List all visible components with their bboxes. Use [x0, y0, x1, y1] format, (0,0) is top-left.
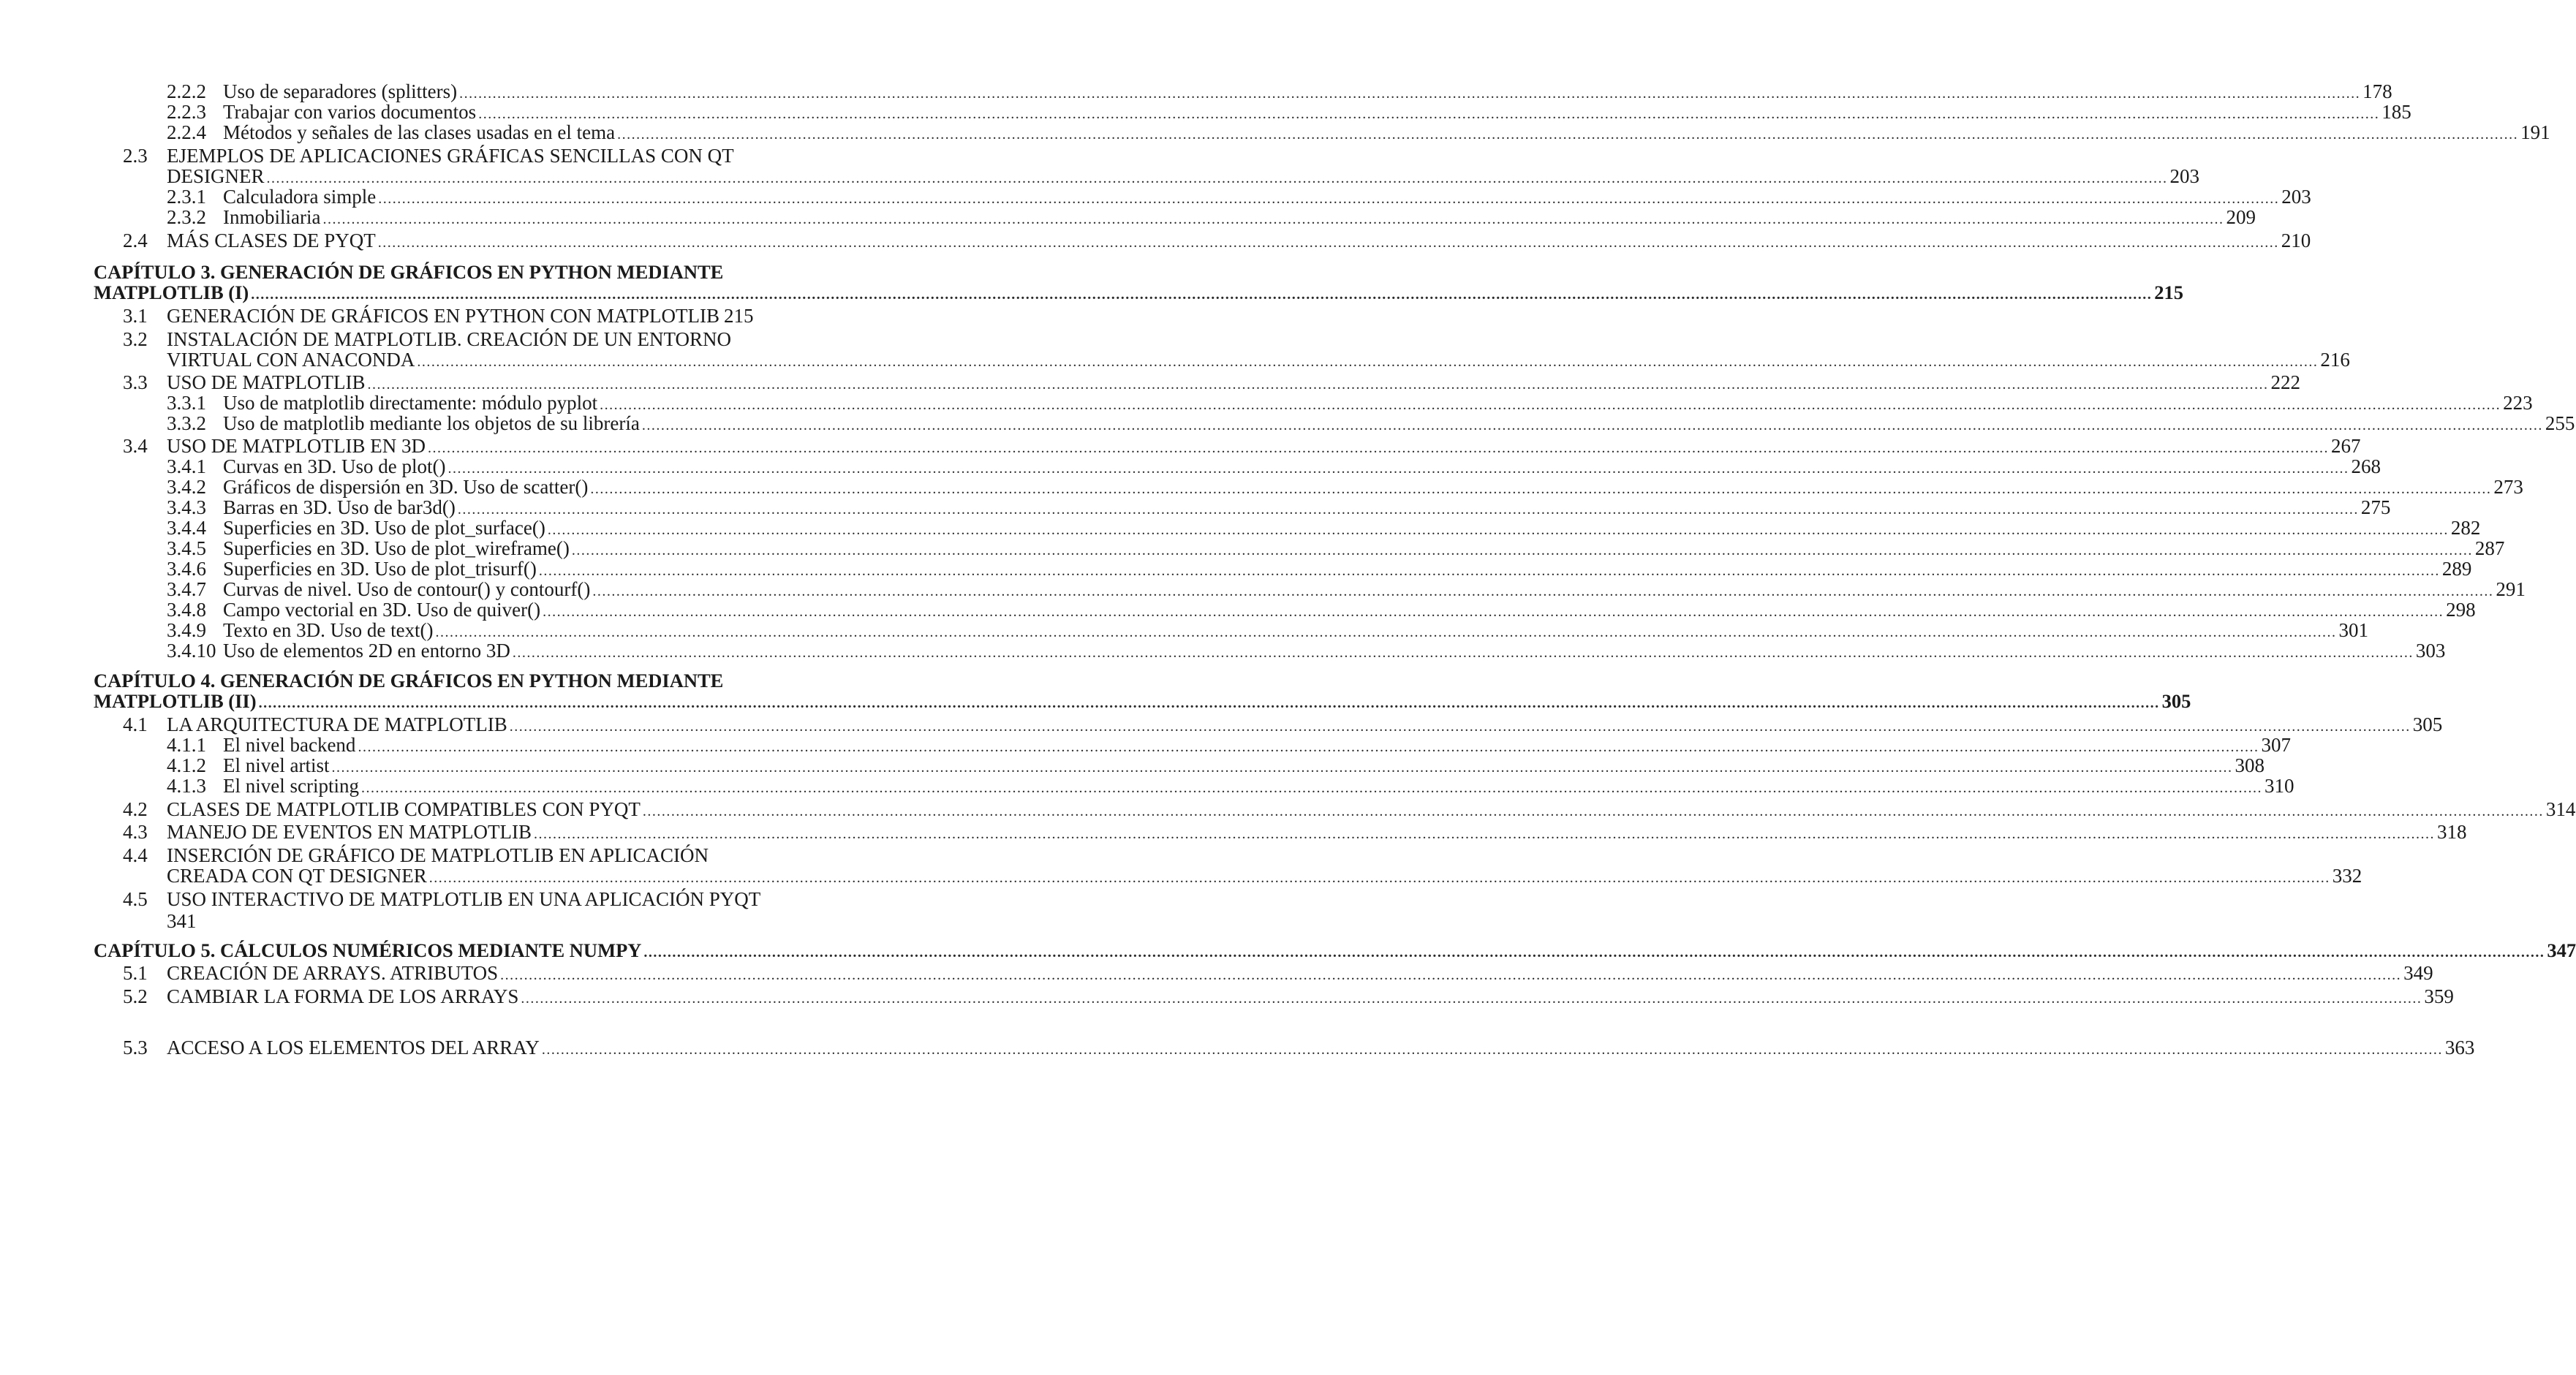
- toc-entry-number: 2.3.1: [167, 186, 206, 208]
- toc-entry-number: 3.3: [123, 371, 148, 393]
- dot-leader: ................................................................................................................................................................................................................................................................................................................................................................................................................: [459, 86, 2361, 102]
- dot-leader: ................................................................................................................................................................................................................................................................................................................................................................................................................: [534, 826, 2435, 842]
- toc-entry-title: ACCESO A LOS ELEMENTOS DEL ARRAY: [167, 1037, 540, 1058]
- toc-entry-title: USO INTERACTIVO DE MATPLOTLIB EN UNA APLICACIÓN PYQT: [167, 888, 761, 910]
- toc-entry-page-number: 268: [2351, 455, 2381, 477]
- toc-entry-line: [167, 1035, 2475, 1060]
- dot-leader: ................................................................................................................................................................................................................................................................................................................................................................................................................: [543, 604, 2444, 620]
- toc-entry-title: USO DE MATPLOTLIB EN 3D: [167, 435, 426, 457]
- dot-leader: ................................................................................................................................................................................................................................................................................................................................................................................................................: [428, 870, 2330, 886]
- dot-leader: ................................................................................................................................................................................................................................................................................................................................................................................................................: [641, 417, 2543, 433]
- toc-entry-page-number: 216: [2320, 349, 2350, 371]
- toc-entry-line: [223, 120, 2550, 145]
- toc-entry-page-number: 359: [2424, 985, 2454, 1007]
- toc-entry-title: CREADA CON QT DESIGNER: [167, 865, 427, 887]
- dot-leader: ................................................................................................................................................................................................................................................................................................................................................................................................................: [509, 719, 2411, 735]
- toc-entry-page-number: 363: [2444, 1037, 2475, 1058]
- toc-entry-page-number: 222: [2270, 371, 2301, 393]
- toc-entry-number: 2.4: [123, 230, 148, 251]
- dot-leader: ................................................................................................................................................................................................................................................................................................................................................................................................................: [322, 211, 2224, 227]
- toc-chapter-heading: [0, 689, 2191, 713]
- toc-subsection-entry: [0, 205, 2256, 230]
- toc-entry-title: 341: [167, 910, 197, 932]
- dot-leader: ................................................................................................................................................................................................................................................................................................................................................................................................................: [642, 803, 2544, 819]
- toc-entry-line: [167, 797, 2576, 822]
- toc-entry-line: [167, 961, 2433, 985]
- toc-entry-title: GENERACIÓN DE GRÁFICOS EN PYTHON CON MATPLOTLIB: [167, 305, 720, 327]
- toc-entry-page-number: 291: [2496, 578, 2526, 600]
- toc-entry-number: 2.3: [123, 145, 148, 167]
- toc-entry-title: DESIGNER: [167, 165, 265, 187]
- toc-entry-number: 4.1.2: [167, 754, 206, 776]
- toc-entry-line: [94, 689, 2191, 713]
- toc-entry-title: Superficies en 3D. Uso de plot_wireframe(): [223, 537, 570, 559]
- toc-chapter-heading: [0, 938, 2576, 963]
- toc-entry-number: 3.4.4: [167, 517, 206, 539]
- toc-entry-number: 4.2: [123, 798, 148, 820]
- dot-leader: ................................................................................................................................................................................................................................................................................................................................................................................................................: [367, 376, 2269, 393]
- toc-entry-title: MANEJO DE EVENTOS EN MATPLOTLIB: [167, 821, 532, 843]
- dot-leader: ................................................................................................................................................................................................................................................................................................................................................................................................................: [377, 235, 2279, 251]
- toc-entry-title: Métodos y señales de las clases usadas en el tema: [223, 121, 616, 143]
- toc-entry-number: 4.4: [123, 844, 148, 866]
- toc-entry-title: Gráficos de dispersión en 3D. Uso de scatter(): [223, 476, 589, 498]
- toc-entry-page-number: 267: [2331, 435, 2361, 457]
- toc-entry-page-number: 215: [2154, 281, 2184, 303]
- toc-entry-page-number: 298: [2446, 599, 2476, 621]
- dot-leader: ................................................................................................................................................................................................................................................................................................................................................................................................................: [435, 624, 2337, 640]
- toc-entry-title: Curvas en 3D. Uso de plot(): [223, 455, 446, 477]
- toc-entry-continuation: [0, 347, 2350, 372]
- toc-section-entry: [0, 984, 2454, 1009]
- dot-leader: ................................................................................................................................................................................................................................................................................................................................................................................................................: [541, 1042, 2443, 1058]
- toc-entry-line: [167, 887, 761, 912]
- toc-entry-line: [167, 347, 2350, 372]
- toc-entry-title: VIRTUAL CON ANACONDA: [167, 349, 415, 371]
- toc-entry-title: Curvas de nivel. Uso de contour() y contourf(): [223, 578, 591, 600]
- toc-entry-number: 2.2.2: [167, 80, 206, 102]
- toc-entry-title: El nivel backend: [223, 734, 356, 756]
- toc-entry-number: 2.2.3: [167, 101, 206, 123]
- toc-entry-title: Superficies en 3D. Uso de plot_surface(): [223, 517, 545, 539]
- toc-entry-number: 4.1.3: [167, 775, 206, 797]
- toc-section-entry: [0, 819, 2467, 844]
- dot-leader: ................................................................................................................................................................................................................................................................................................................................................................................................................: [417, 354, 2319, 370]
- dot-leader: ................................................................................................................................................................................................................................................................................................................................................................................................................: [251, 287, 2153, 303]
- toc-subsection-entry: [0, 773, 2294, 798]
- dot-leader: ................................................................................................................................................................................................................................................................................................................................................................................................................: [547, 522, 2449, 538]
- dot-leader: ................................................................................................................................................................................................................................................................................................................................................................................................................: [600, 397, 2501, 413]
- toc-entry-line: [167, 984, 2454, 1009]
- toc-entry-page-number: 215: [724, 305, 754, 327]
- toc-entry-page-number: 314: [2545, 798, 2576, 820]
- toc-entry-title: MATPLOTLIB (II): [94, 690, 257, 712]
- toc-entry-line: [223, 205, 2256, 230]
- toc-entry-line: [167, 228, 2311, 253]
- toc-entry-page-number: 301: [2338, 619, 2369, 641]
- toc-entry-page-number: 310: [2264, 775, 2294, 797]
- toc-section-entry: [0, 961, 2433, 985]
- toc-entry-title: Uso de matplotlib mediante los objetos de su librería: [223, 412, 640, 434]
- dot-leader: ................................................................................................................................................................................................................................................................................................................................................................................................................: [592, 583, 2494, 599]
- toc-entry-title: Uso de elementos 2D en entorno 3D: [223, 640, 510, 662]
- toc-entry-title: Calculadora simple: [223, 186, 377, 208]
- toc-subsection-entry: [0, 120, 2550, 145]
- toc-entry-title: Campo vectorial en 3D. Uso de quiver(): [223, 599, 541, 621]
- toc-entry-line: [167, 863, 2362, 888]
- toc-entry-title: Trabajar con varios documentos: [223, 101, 477, 123]
- toc-entry-page-number: 318: [2437, 821, 2467, 843]
- dot-leader: ................................................................................................................................................................................................................................................................................................................................................................................................................: [447, 461, 2349, 477]
- toc-entry-page-number: 303: [2415, 640, 2446, 662]
- toc-entry-title: CREACIÓN DE ARRAYS. ATRIBUTOS: [167, 962, 499, 984]
- toc-entry-number: 3.3.1: [167, 392, 206, 414]
- dot-leader: ................................................................................................................................................................................................................................................................................................................................................................................................................: [512, 645, 2414, 661]
- toc-entry-number: 4.1: [123, 713, 148, 735]
- toc-entry-line: [223, 411, 2575, 436]
- toc-entry-page-number: 209: [2226, 206, 2256, 228]
- toc-entry-page-number: 178: [2362, 80, 2392, 102]
- toc-entry-title: El nivel scripting: [223, 775, 359, 797]
- toc-entry-page-number: 191: [2520, 121, 2550, 143]
- dot-leader: ................................................................................................................................................................................................................................................................................................................................................................................................................: [266, 170, 2168, 186]
- toc-entry-page-number: 308: [2235, 754, 2265, 776]
- toc-entry-title: LA ARQUITECTURA DE MATPLOTLIB: [167, 713, 507, 735]
- toc-entry-title: MÁS CLASES DE PYQT: [167, 230, 376, 251]
- toc-entry-number: 3.4.10: [167, 640, 216, 662]
- dot-leader: ................................................................................................................................................................................................................................................................................................................................................................................................................: [457, 501, 2359, 518]
- toc-entry-title: INSERCIÓN DE GRÁFICO DE MATPLOTLIB EN APLICACIÓN: [167, 844, 709, 866]
- toc-entry-line: [94, 280, 2184, 305]
- toc-entry-number: 3.4.6: [167, 558, 206, 580]
- toc-entry-title: CAPÍTULO 3. GENERACIÓN DE GRÁFICOS EN PYTHON MEDIANTE: [94, 261, 724, 283]
- toc-entry-title: CAPÍTULO 5. CÁLCULOS NUMÉRICOS MEDIANTE NUMPY: [94, 939, 642, 961]
- toc-entry-number: 3.3.2: [167, 412, 206, 434]
- toc-entry-number: 5.1: [123, 962, 148, 984]
- toc-entry-number: 3.2: [123, 328, 148, 350]
- toc-entry-number: 3.4: [123, 435, 148, 457]
- dot-leader: ................................................................................................................................................................................................................................................................................................................................................................................................................: [521, 990, 2422, 1007]
- dot-leader: ................................................................................................................................................................................................................................................................................................................................................................................................................: [358, 739, 2259, 755]
- toc-entry-page-number: 287: [2474, 537, 2505, 559]
- toc-entry-page-number: 289: [2441, 558, 2472, 580]
- toc-entry-title: Barras en 3D. Uso de bar3d(): [223, 496, 456, 518]
- toc-entry-title: INSTALACIÓN DE MATPLOTLIB. CREACIÓN DE UN ENTORNO: [167, 328, 732, 350]
- toc-entry-number: 4.3: [123, 821, 148, 843]
- toc-entry-number: 5.3: [123, 1037, 148, 1058]
- toc-entry-number: 3.4.3: [167, 496, 206, 518]
- dot-leader: ................................................................................................................................................................................................................................................................................................................................................................................................................: [500, 967, 2402, 983]
- toc-entry-title: Uso de separadores (splitters): [223, 80, 458, 102]
- dot-leader: ................................................................................................................................................................................................................................................................................................................................................................................................................: [378, 191, 2280, 207]
- dot-leader: ................................................................................................................................................................................................................................................................................................................................................................................................................: [590, 481, 2492, 497]
- toc-entry-page-number: 305: [2161, 690, 2191, 712]
- toc-entry-page-number: 349: [2403, 962, 2433, 984]
- toc-entry-page-number: 255: [2545, 412, 2575, 434]
- dot-leader: ................................................................................................................................................................................................................................................................................................................................................................................................................: [538, 563, 2440, 579]
- dot-leader: ................................................................................................................................................................................................................................................................................................................................................................................................................: [360, 780, 2262, 796]
- toc-entry-line: [167, 909, 718, 933]
- toc-entry-number: 3.4.8: [167, 599, 206, 621]
- toc-entry-title: Inmobiliaria: [223, 206, 321, 228]
- toc-section-entry: [0, 228, 2311, 253]
- toc-entry-title: USO DE MATPLOTLIB: [167, 371, 366, 393]
- toc-section-entry: [0, 797, 2576, 822]
- toc-section-entry: [0, 887, 973, 912]
- toc-chapter-heading: [0, 280, 2184, 305]
- dot-leader: ................................................................................................................................................................................................................................................................................................................................................................................................................: [258, 695, 2160, 711]
- toc-entry-number: 3.4.9: [167, 619, 206, 641]
- toc-entry-title: CLASES DE MATPLOTLIB COMPATIBLES CON PYQT: [167, 798, 641, 820]
- toc-entry-line: [223, 638, 2446, 663]
- toc-entry-number: 5.2: [123, 985, 148, 1007]
- dot-leader: ................................................................................................................................................................................................................................................................................................................................................................................................................: [643, 944, 2545, 961]
- toc-entry-line: [167, 303, 754, 328]
- toc-entry-page-number: 223: [2503, 392, 2533, 414]
- toc-entry-number: 3.4.1: [167, 455, 206, 477]
- dot-leader: ................................................................................................................................................................................................................................................................................................................................................................................................................: [428, 440, 2329, 456]
- toc-entry-number: 4.1.1: [167, 734, 206, 756]
- toc-entry-continuation: [0, 863, 2362, 888]
- toc-section-entry: [0, 1035, 2475, 1060]
- toc-entry-title: Superficies en 3D. Uso de plot_trisurf(): [223, 558, 537, 580]
- toc-subsection-entry: [0, 411, 2575, 436]
- toc-entry-title: El nivel artist: [223, 754, 330, 776]
- toc-entry-title: EJEMPLOS DE APLICACIONES GRÁFICAS SENCILLAS CON QT: [167, 145, 734, 167]
- toc-entry-page-number: 275: [2360, 496, 2391, 518]
- toc-entry-number: 2.2.4: [167, 121, 206, 143]
- toc-entry-page-number: 332: [2332, 865, 2362, 887]
- toc-entry-title: Uso de matplotlib directamente: módulo pyplot: [223, 392, 598, 414]
- toc-entry-page-number: 305: [2412, 713, 2443, 735]
- toc-entry-title: CAPÍTULO 4. GENERACIÓN DE GRÁFICOS EN PYTHON MEDIANTE: [94, 670, 724, 692]
- toc-entry-page-number: 210: [2281, 230, 2311, 251]
- toc-entry-title: Texto en 3D. Uso de text(): [223, 619, 434, 641]
- toc-entry-number: 4.5: [123, 888, 148, 910]
- toc-entry-page-number: 307: [2261, 734, 2291, 756]
- toc-entry-number: 3.1: [123, 305, 148, 327]
- dot-leader: ................................................................................................................................................................................................................................................................................................................................................................................................................: [571, 542, 2473, 558]
- toc-entry-line: [223, 773, 2294, 798]
- toc-entry-title: MATPLOTLIB (I): [94, 281, 249, 303]
- toc-entry-number: 3.4.5: [167, 537, 206, 559]
- toc-entry-number: 2.3.2: [167, 206, 206, 228]
- toc-entry-line: [167, 819, 2467, 844]
- dot-leader: ................................................................................................................................................................................................................................................................................................................................................................................................................: [617, 126, 2519, 143]
- toc-entry-page-number: 273: [2493, 476, 2523, 498]
- toc-section-entry: [0, 303, 973, 328]
- toc-subsection-entry: [0, 638, 2446, 663]
- dot-leader: ................................................................................................................................................................................................................................................................................................................................................................................................................: [478, 106, 2380, 122]
- toc-entry-title: CAMBIAR LA FORMA DE LOS ARRAYS: [167, 985, 519, 1007]
- toc-entry-page-number: 282: [2450, 517, 2481, 539]
- toc-entry-page-number: 203: [2281, 186, 2311, 208]
- toc-entry-line: [94, 938, 2576, 963]
- toc-entry-page-number: 347: [2547, 939, 2576, 961]
- toc-entry-page-number: 185: [2382, 101, 2411, 123]
- toc-entry-continuation: [0, 909, 973, 933]
- toc-entry-page-number: 203: [2169, 165, 2199, 187]
- toc-entry-number: 3.4.2: [167, 476, 206, 498]
- toc-entry-number: 3.4.7: [167, 578, 206, 600]
- dot-leader: ................................................................................................................................................................................................................................................................................................................................................................................................................: [331, 760, 2233, 776]
